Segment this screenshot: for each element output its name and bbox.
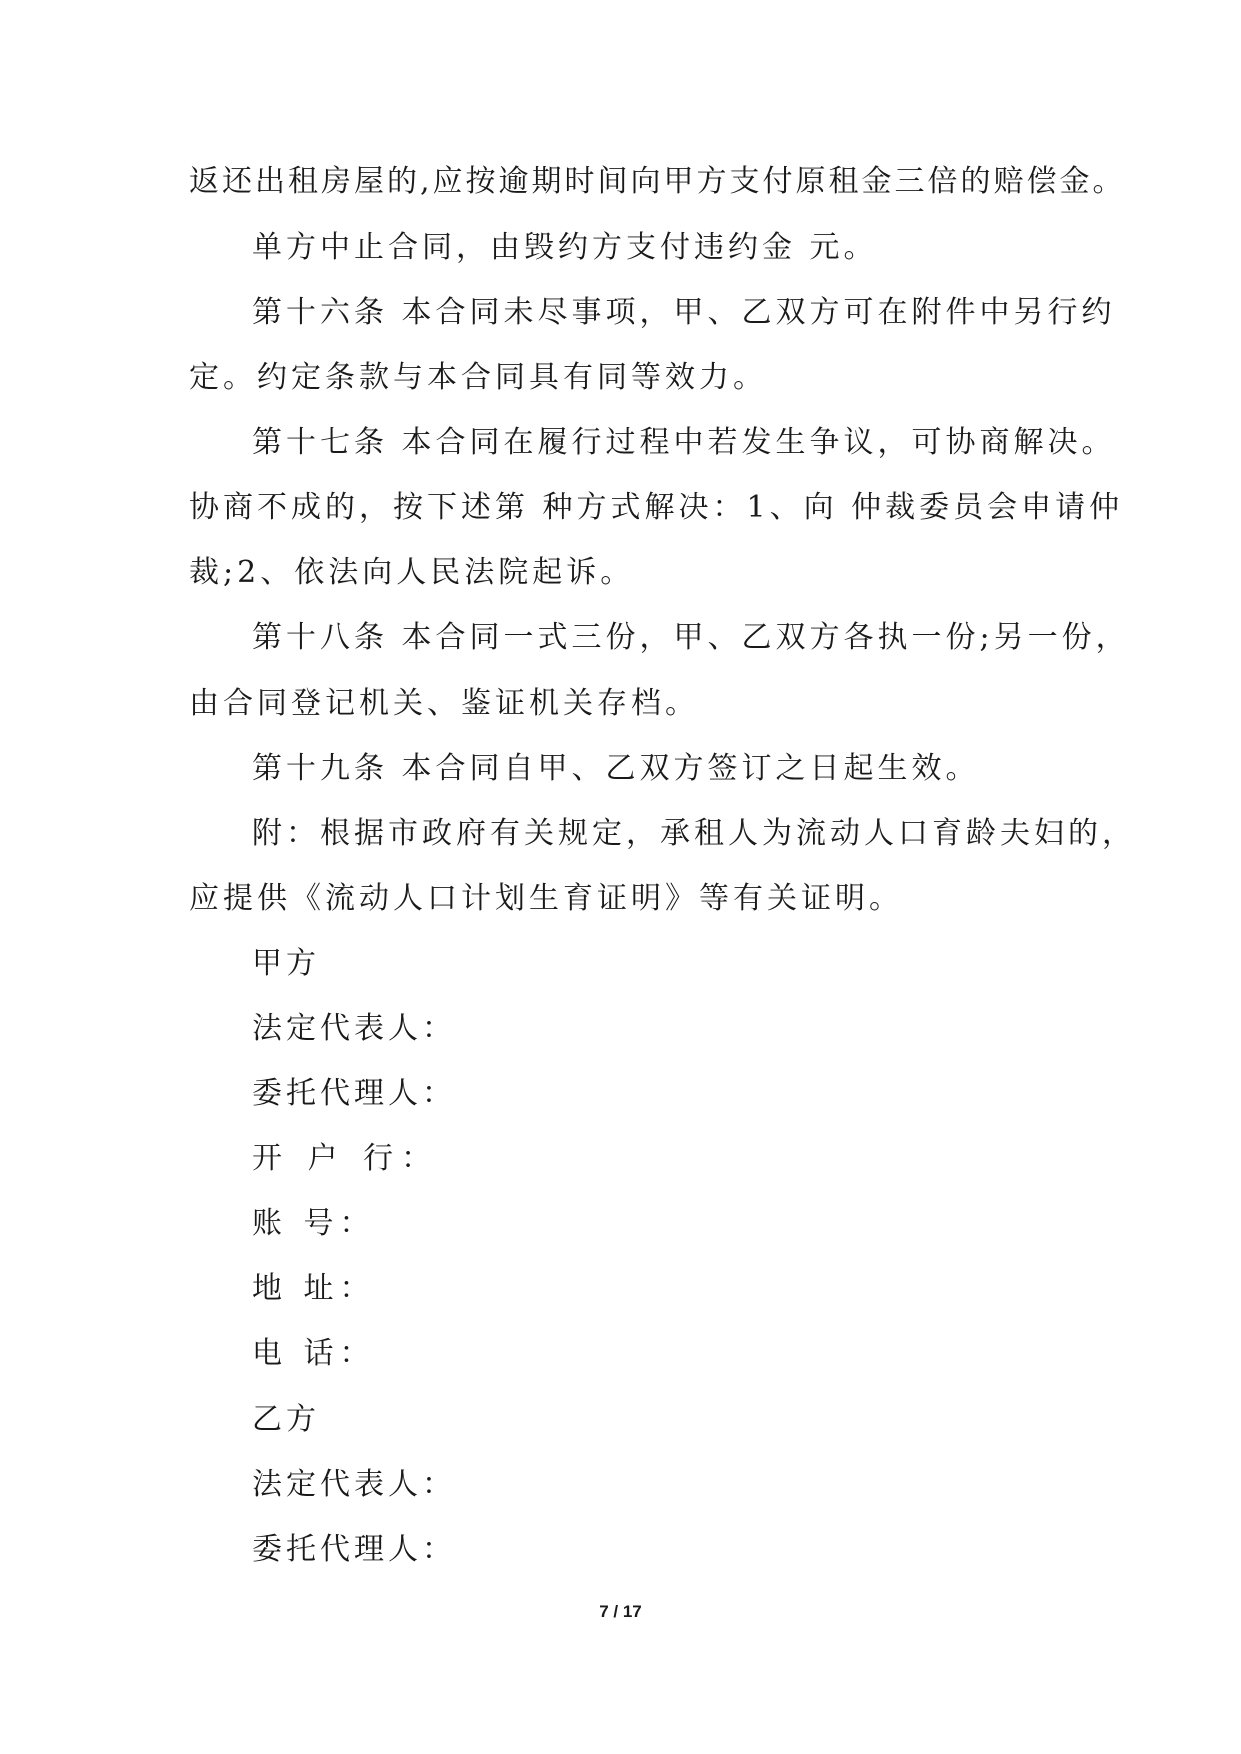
paragraph-line: 协商不成的，按下述第 种方式解决：1、向 仲裁委员会申请仲 [189, 490, 1124, 525]
paragraph-line: 返还出租房屋的,应按逾期时间向甲方支付原租金三倍的赔偿金。 [189, 164, 1126, 199]
signature-field-label: 账 号： [252, 1206, 376, 1241]
paragraph-line: 定。约定条款与本合同具有同等效力。 [189, 360, 767, 395]
signature-party-a: 甲方 [252, 946, 320, 981]
paragraph-line: 附：根据市政府有关规定，承租人为流动人口育龄夫妇的， [252, 816, 1136, 851]
paragraph-line: 单方中止合同，由毁约方支付违约金 元。 [252, 230, 878, 265]
paragraph-line: 第十六条 本合同未尽事项，甲、乙双方可在附件中另行约 [252, 295, 1116, 330]
signature-field-label: 地 址： [252, 1271, 376, 1306]
page-number: 7 / 17 [599, 1602, 642, 1621]
signature-field-label: 委托代理人： [252, 1076, 456, 1111]
signature-field-label: 法定代表人： [252, 1467, 456, 1502]
paragraph-line: 第十八条 本合同一式三份，甲、乙双方各执一份;另一份， [252, 620, 1130, 655]
signature-field-label: 开 户 行： [252, 1141, 440, 1176]
paragraph-line: 裁;2、依法向人民法院起诉。 [189, 555, 635, 590]
paragraph-line: 由合同登记机关、鉴证机关存档。 [189, 686, 699, 721]
signature-field-label: 电 话： [252, 1336, 376, 1371]
paragraph-line: 第十九条 本合同自甲、乙双方签订之日起生效。 [252, 751, 980, 786]
paragraph-line: 应提供《流动人口计划生育证明》等有关证明。 [189, 881, 903, 916]
signature-field-label: 委托代理人： [252, 1532, 456, 1567]
signature-party-b: 乙方 [252, 1402, 320, 1437]
paragraph-line: 第十七条 本合同在履行过程中若发生争议，可协商解决。 [252, 425, 1116, 460]
signature-field-label: 法定代表人： [252, 1011, 456, 1046]
